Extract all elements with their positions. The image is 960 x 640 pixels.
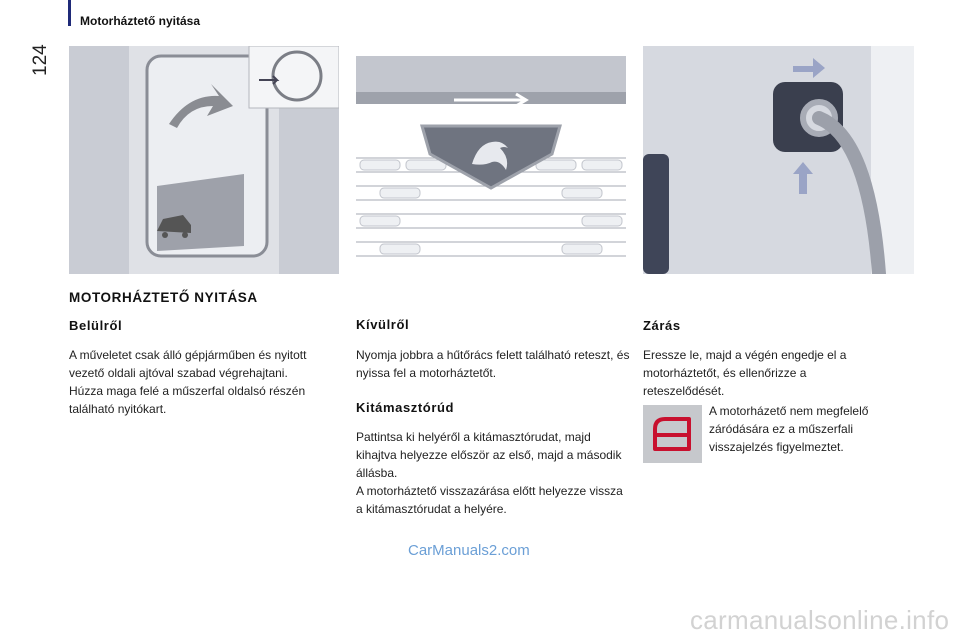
inside-paragraph-1: A műveletet csak álló gépjárműben és nyitott vezető oldali ajtóval szabad végrehajtani.: [69, 348, 307, 380]
closing-heading: Zárás: [643, 318, 681, 333]
prop-rod-heading: Kitámasztórúd: [356, 400, 455, 415]
hood-open-warning-icon: [643, 405, 702, 463]
front-grille-drawing: [356, 46, 626, 274]
warning-paragraph: A motorházető nem megfelelő záródására ez a műszerfali visszajelzés figyelmeztet.: [709, 404, 869, 454]
interior-release-illustration: [69, 46, 339, 274]
prop-rod-paragraph-2: A motorháztető visszazárása előtt helyezze vissza a kitámasztórudat a helyére.: [356, 484, 623, 516]
front-grille-illustration: [356, 46, 626, 274]
page-number: 124: [30, 44, 51, 76]
prop-rod-illustration: [643, 46, 914, 274]
hood-open-warning-symbol: [643, 405, 702, 463]
section-title: MOTORHÁZTETŐ NYITÁSA: [69, 290, 258, 305]
closing-paragraph: Eressze le, majd a végén engedje el a motorháztetőt, és ellenőrizze a reteszelődését.: [643, 348, 847, 398]
prop-rod-drawing: [643, 46, 914, 274]
outside-paragraph: Nyomja jobbra a hűtőrács felett található reteszt, és nyissa fel a motorháztetőt.: [356, 348, 630, 380]
watermark-bottom[interactable]: carmanualsonline.info: [690, 605, 950, 635]
interior-lever-drawing: [69, 46, 339, 274]
inside-heading: Belülről: [69, 318, 123, 333]
prop-rod-paragraph-1: Pattintsa ki helyéről a kitámasztórudat, majd kihajtva helyezze először az első, majd a második állásba.: [356, 430, 622, 480]
outside-heading: Kívülről: [356, 317, 410, 332]
watermark-top[interactable]: CarManuals2.com: [408, 542, 530, 559]
running-header: Motorháztető nyitása: [80, 14, 201, 28]
inside-paragraph-2: Húzza maga felé a műszerfal oldalsó részén található nyitókart.: [69, 384, 306, 416]
side-accent-bar: [68, 0, 71, 26]
